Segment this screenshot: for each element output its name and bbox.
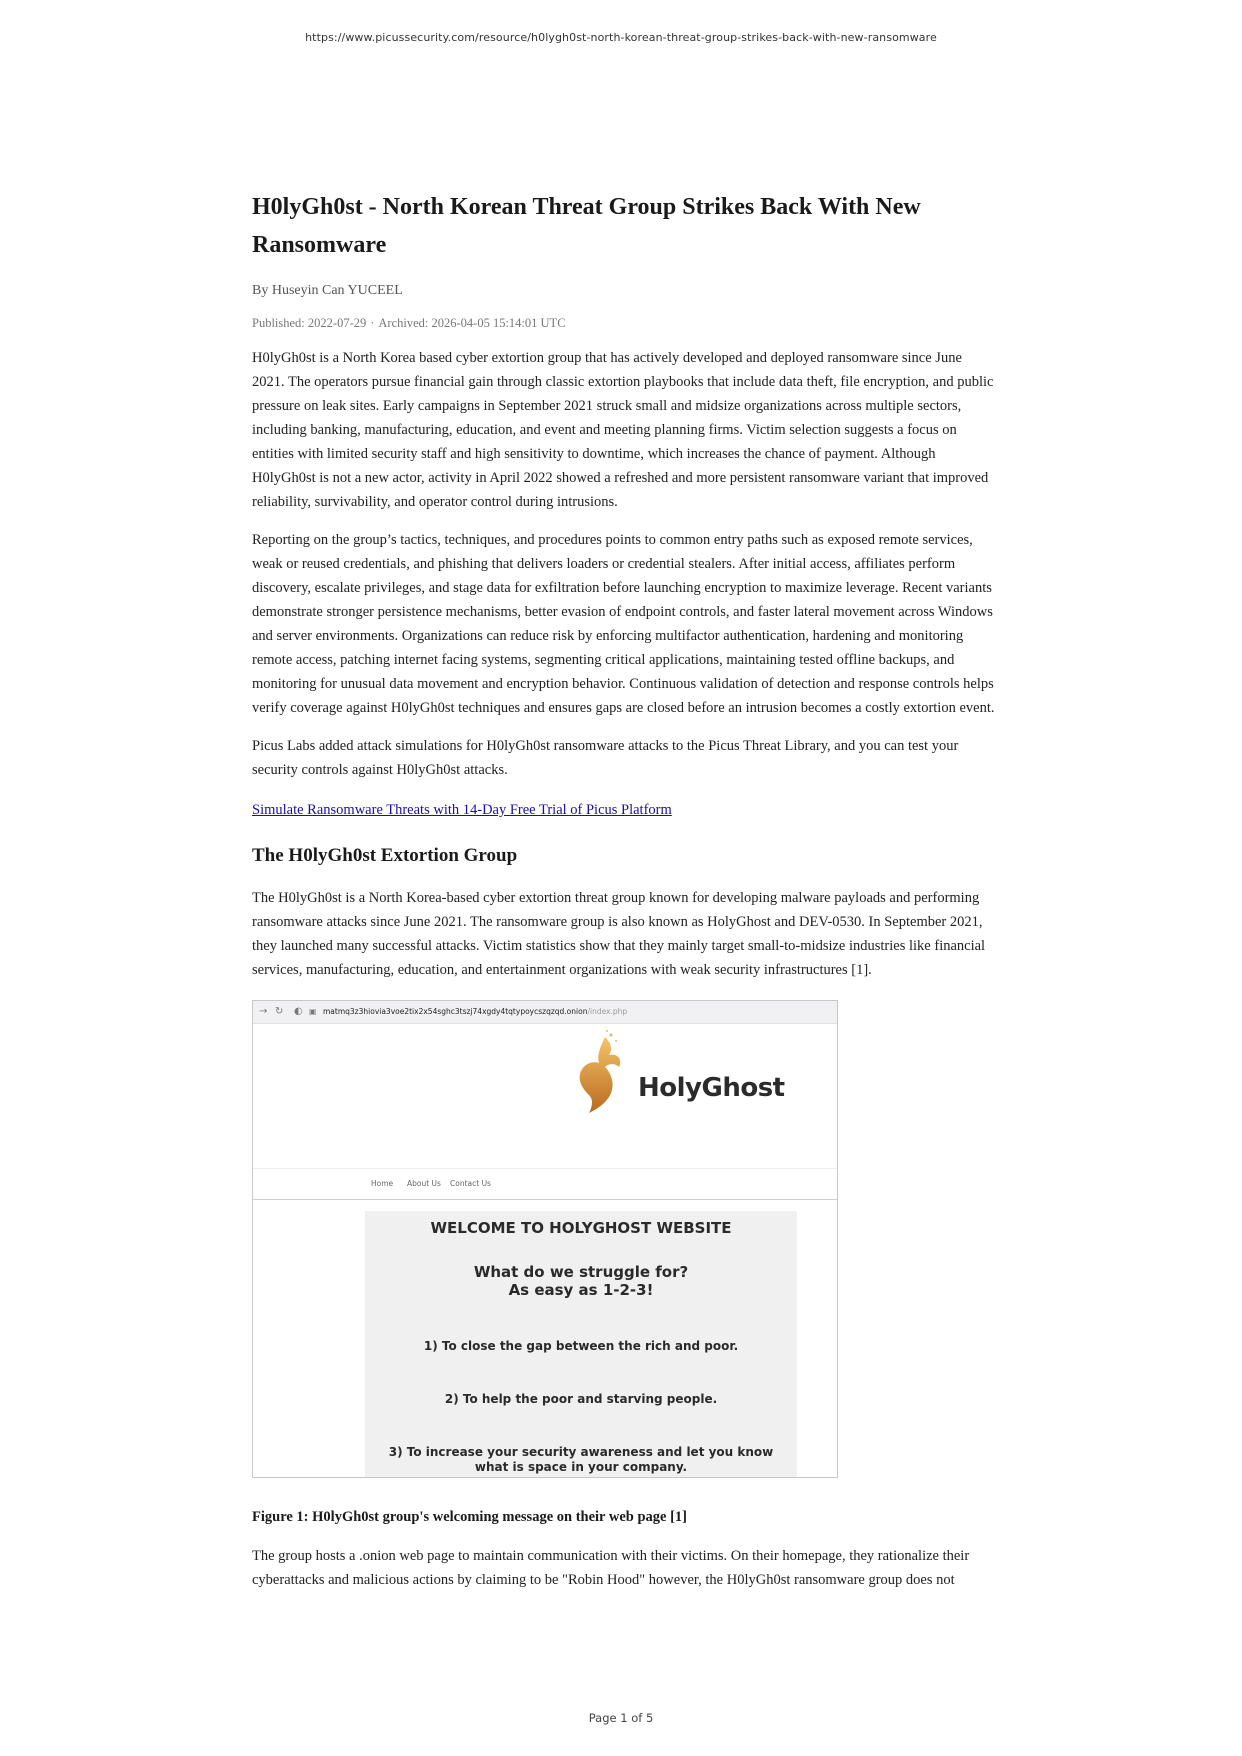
article-meta [252,314,998,332]
section-paragraph: The H0lyGh0st is a North Korea-based cyber extortion threat group known for developing malware payloads and performing ransomware attacks since June 2021. The ransomware group is also known as HolyGhost and DEV-0530. In September 2021, they launched many successful attacks. Victim statistics show that they mainly target small-to-midsize industries like financial services, manufacturing, education, and entertainment organizations with weak security infrastructures [1]. [252,890,986,978]
tor-onion-icon: ◐ [294,1006,303,1017]
goal-item-3: 3) To increase your security awareness and let you know what is space in your company. [388,1445,774,1474]
welcome-message-box [365,1211,797,1477]
forward-arrow-icon: → [259,1006,268,1017]
closing-paragraph: The group hosts a .onion web page to maintain communication with their victims. On their homepage, they rationalize their cyberattacks and malicious actions by claiming to be "Robin Hood" however, the H0lyGh0st ransomware group does not [252,1548,970,1588]
browser-address [323,1006,627,1018]
figure-caption: Figure 1: H0lyGh0st group's welcoming message on their web page [1] [252,1509,687,1525]
intro-paragraph: H0lyGh0st is a North Korea based cyber extortion group that has actively developed and deployed ransomware since June 2021. The operators pursue financial gain through classic extortion playbooks that include data theft, file encryption, and public pressure on leak sites. Early campaigns in September 2021 struck small and midsize organizations across multiple sectors, including banking, manufacturing, education, and event and meeting planning firms. Victim selection suggests a focus on entities with limited security staff and high sensitivity to downtime, which increases the chance of payment. Although H0lyGh0st is not a new actor, activity in April 2022 showed a refreshed and more persistent ransomware variant that improved reliability, survivability, and operator control during intrusions. [252,350,994,510]
address-host: matmq3z3hiovia3voe2tix2x54sghc3tszj74xgdy4tqtypoycszqzqd.onion [323,1007,588,1016]
published-date: Published: 2022-07-29 [252,316,367,330]
nav-about-us: About Us [407,1179,441,1188]
reload-icon: ↻ [275,1006,284,1017]
browser-toolbar [253,1001,837,1024]
picus-paragraph: Picus Labs added attack simulations for H0lyGh0st ransomware attacks to the Picus Threat Library, and you can test your security controls against H0lyGh0st attacks. [252,738,959,778]
article [252,188,998,1592]
holyghost-website-screenshot [252,1000,838,1478]
page-number: Page 1 of 5 [588,1711,654,1725]
nav-contact-us: Contact Us [450,1179,491,1188]
section-heading: The H0lyGh0st Extortion Group [252,845,518,866]
holyghost-site-nav [253,1168,837,1200]
goal-item-2: 2) To help the poor and starving people. [444,1392,718,1406]
article-title: H0lyGh0st - North Korean Threat Group Strikes Back With New Ransomware [252,194,921,258]
page-url-header: https://www.picussecurity.com/resource/h0lygh0st-north-korean-threat-group-strikes-back-with-new-ransomware [305,31,937,44]
article-byline: By Huseyin Can YUCEEL [252,283,403,298]
question-line-1: What do we struggle for? [473,1263,689,1281]
address-path: /index.php [587,1007,628,1016]
cta-container [252,798,998,822]
goal-item-1: 1) To close the gap between the rich and poor. [423,1339,739,1353]
question-line-2: As easy as 1-2-3! [508,1281,654,1299]
nav-home: Home [371,1179,394,1188]
page-icon: ▣ [309,1007,317,1016]
holyghost-dove-logo [571,1029,631,1129]
welcome-heading: WELCOME TO HOLYGHOST WEBSITE [430,1219,732,1237]
holyghost-brand: HolyGhost [638,1073,785,1103]
meta-separator: · [370,316,375,330]
free-trial-link[interactable]: Simulate Ransomware Threats with 14-Day Free Trial of Picus Platform [252,802,672,818]
archived-date: Archived: 2026-04-05 15:14:01 UTC [378,316,566,330]
ttp-paragraph: Reporting on the group’s tactics, techniques, and procedures points to common entry paths such as exposed remote services, weak or reused credentials, and phishing that delivers loaders or credential stealers. After initial access, affiliates perform discovery, escalate privileges, and stage data for exfiltration before launching encryption to maximize leverage. Recent variants demonstrate stronger persistence mechanisms, better evasion of endpoint controls, and faster lateral movement across Windows and server environments. Organizations can reduce risk by enforcing multifactor authentication, hardening and monitoring remote access, patching internet facing systems, segmenting critical applications, maintaining tested offline backups, and monitoring for unusual data movement and encryption behavior. Continuous validation of detection and response controls helps verify coverage against H0lyGh0st techniques and ensures gaps are closed before an intrusion becomes a costly extortion event. [252,532,995,716]
welcome-question [365,1263,797,1299]
